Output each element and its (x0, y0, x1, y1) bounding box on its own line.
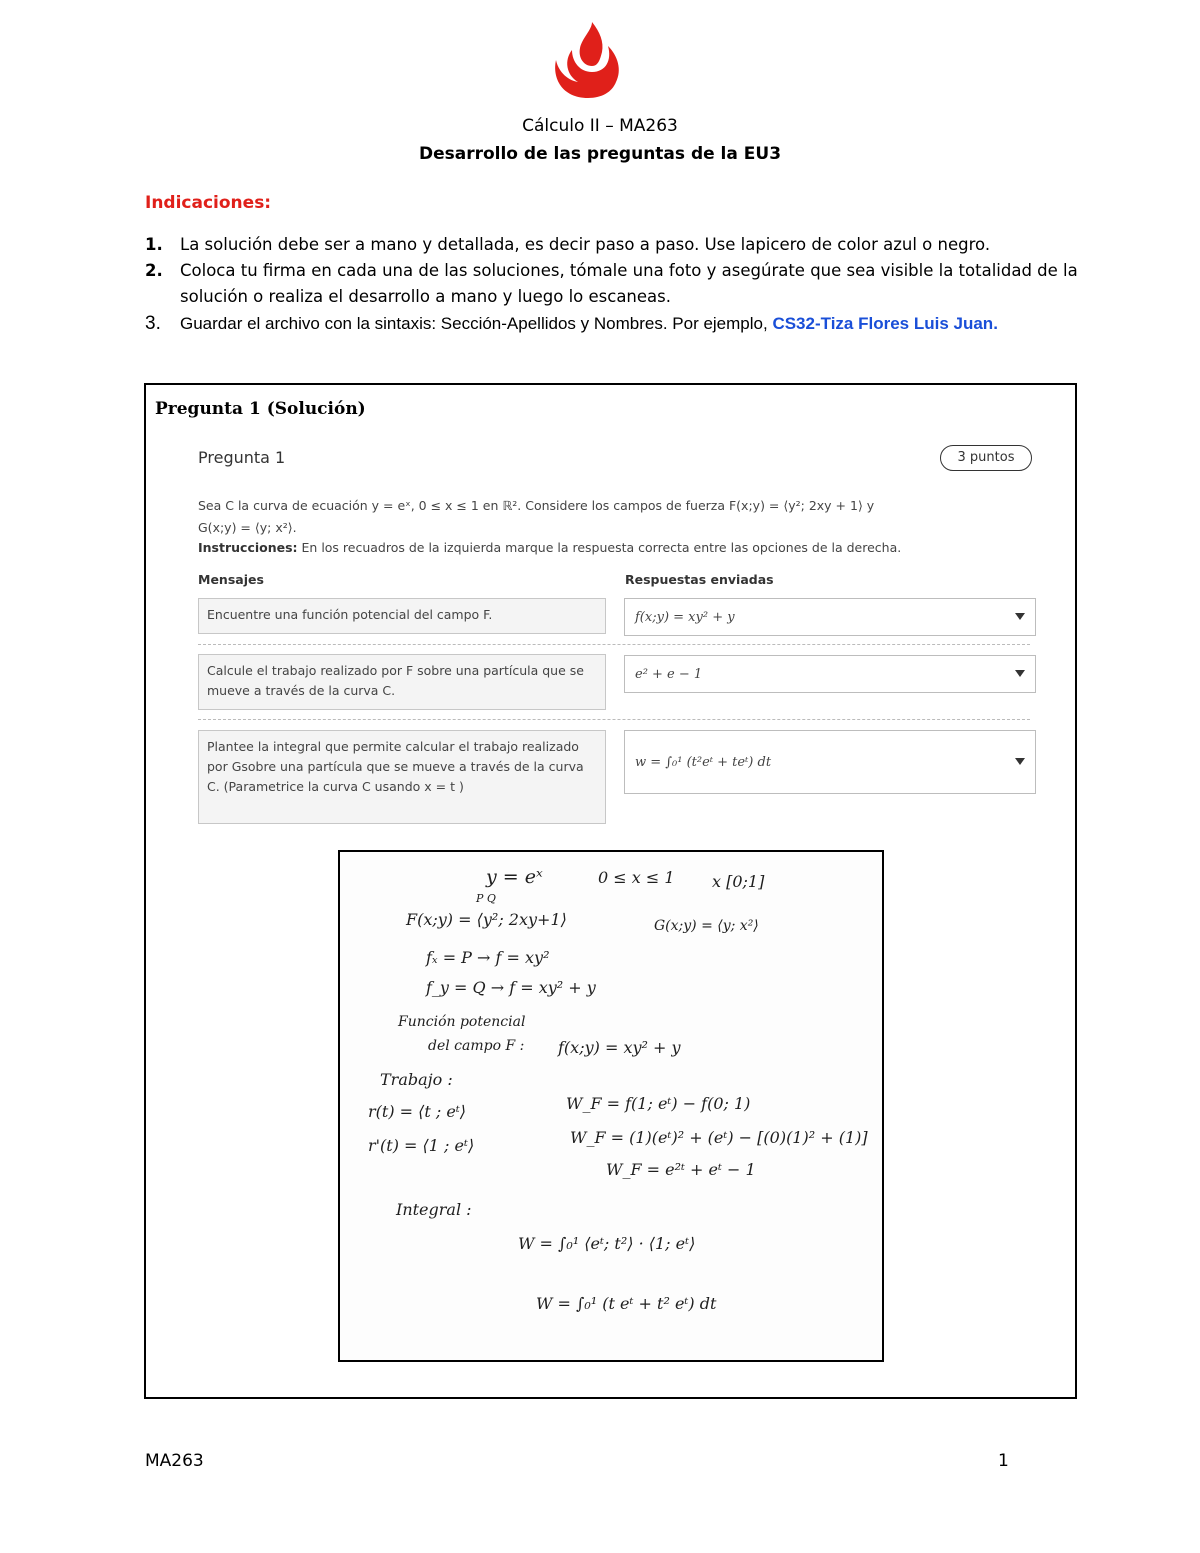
footer-course-code: MA263 (145, 1451, 204, 1471)
chevron-down-icon[interactable] (1015, 613, 1025, 620)
hw-line: r'(t) = ⟨1 ; eᵗ⟩ (368, 1136, 475, 1155)
chevron-down-icon[interactable] (1015, 758, 1025, 765)
hw-line: x [0;1] (712, 872, 765, 891)
question-title: Pregunta 1 (198, 448, 286, 467)
instructions-heading: Indicaciones: (145, 193, 272, 213)
page-number: 1 (998, 1451, 1009, 1471)
column-header-responses: Respuestas enviadas (625, 572, 774, 587)
hw-line: W = ∫₀¹ ⟨eᵗ; t²⟩ · ⟨1; eᵗ⟩ (518, 1234, 696, 1253)
handwritten-solution (338, 850, 884, 1362)
instruction-text-main: Guardar el archivo con la sintaxis: Sección-Apellidos y Nombres. Por ejemplo, (180, 314, 773, 333)
instructions-label: Instrucciones: (198, 540, 298, 555)
statement-line-1: Sea C la curva de ecuación y = eˣ, 0 ≤ x ≤ 1 en ℝ². Considere los campos de fuerza F(x;y) = ⟨y²; 2xy + 1⟩ y (198, 498, 875, 513)
message-box: Plantee la integral que permite calcular el trabajo realizado por Gsobre una partícula que se mueve a través de la curva C. (Parametrice la curva C usando x = t ) (198, 730, 606, 824)
hw-line: Trabajo : (380, 1070, 453, 1089)
column-header-messages: Mensajes (198, 572, 264, 587)
filename-example: CS32-Tiza Flores Luis Juan. (772, 314, 998, 333)
hw-line: P Q (476, 892, 496, 905)
message-box: Encuentre una función potencial del campo F. (198, 598, 606, 634)
hw-line: fₓ = P → f = xy² (426, 948, 550, 967)
response-value: w = ∫₀¹ (t²eᵗ + teᵗ) dt (635, 754, 772, 770)
hw-line: W = ∫₀¹ (t eᵗ + t² eᵗ) dt (536, 1294, 717, 1313)
hw-line: W_F = f(1; eᵗ) − f(0; 1) (566, 1094, 751, 1113)
hw-line: W_F = e²ᵗ + eᵗ − 1 (606, 1160, 756, 1179)
hw-line: r(t) = ⟨t ; eᵗ⟩ (368, 1102, 467, 1121)
hw-line: f_y = Q → f = xy² + y (426, 978, 596, 997)
hw-line: 0 ≤ x ≤ 1 (598, 868, 675, 887)
response-select[interactable] (624, 730, 1036, 794)
hw-line: F(x;y) = ⟨y²; 2xy+1⟩ (406, 910, 567, 929)
response-select[interactable] (624, 598, 1036, 636)
question-instructions (198, 540, 1028, 555)
instruction-text: La solución debe ser a mano y detallada, es decir paso a paso. Use lapicero de color azul o negro. (180, 235, 991, 254)
instruction-number: 3. (145, 313, 161, 334)
question-statement (198, 495, 978, 539)
points-badge: 3 puntos (940, 445, 1032, 471)
course-name: Cálculo II – MA263 (522, 116, 678, 136)
instruction-text: Coloca tu firma en cada una de las soluciones, tómale una foto y asegúrate que sea visible la totalidad de la solución o realiza el desarrollo a mano y luego lo escaneas. (180, 261, 1078, 306)
response-value: e² + e − 1 (635, 666, 703, 682)
hw-line: W_F = (1)(eᵗ)² + (eᵗ) − [(0)(1)² + (1)] (570, 1128, 868, 1147)
solution-heading: Pregunta 1 (Solución) (155, 399, 366, 419)
hw-line: Función potencial (398, 1014, 526, 1030)
upc-flame-logo-icon (548, 20, 628, 100)
chevron-down-icon[interactable] (1015, 670, 1025, 677)
hw-line: Integral : (396, 1200, 472, 1219)
response-select[interactable] (624, 655, 1036, 693)
hw-line: G(x;y) = ⟨y; x²⟩ (654, 918, 759, 934)
instructions-text: En los recuadros de la izquierda marque la respuesta correcta entre las opciones de la derecha. (297, 540, 902, 555)
document-title: Desarrollo de las preguntas de la EU3 (418, 144, 782, 164)
instruction-number: 1. (145, 235, 163, 254)
instruction-text (180, 311, 1080, 337)
statement-line-2: G(x;y) = ⟨y; x²⟩. (198, 520, 297, 535)
hw-line: f(x;y) = xy² + y (558, 1038, 681, 1057)
response-value: f(x;y) = xy² + y (635, 609, 735, 625)
row-divider (198, 719, 1030, 720)
hw-line: del campo F : (428, 1038, 525, 1054)
hw-line: y = eˣ (486, 866, 543, 888)
message-box: Calcule el trabajo realizado por F sobre una partícula que se mueve a través de la curva C. (198, 654, 606, 710)
row-divider (198, 644, 1030, 645)
instruction-number: 2. (145, 261, 163, 280)
